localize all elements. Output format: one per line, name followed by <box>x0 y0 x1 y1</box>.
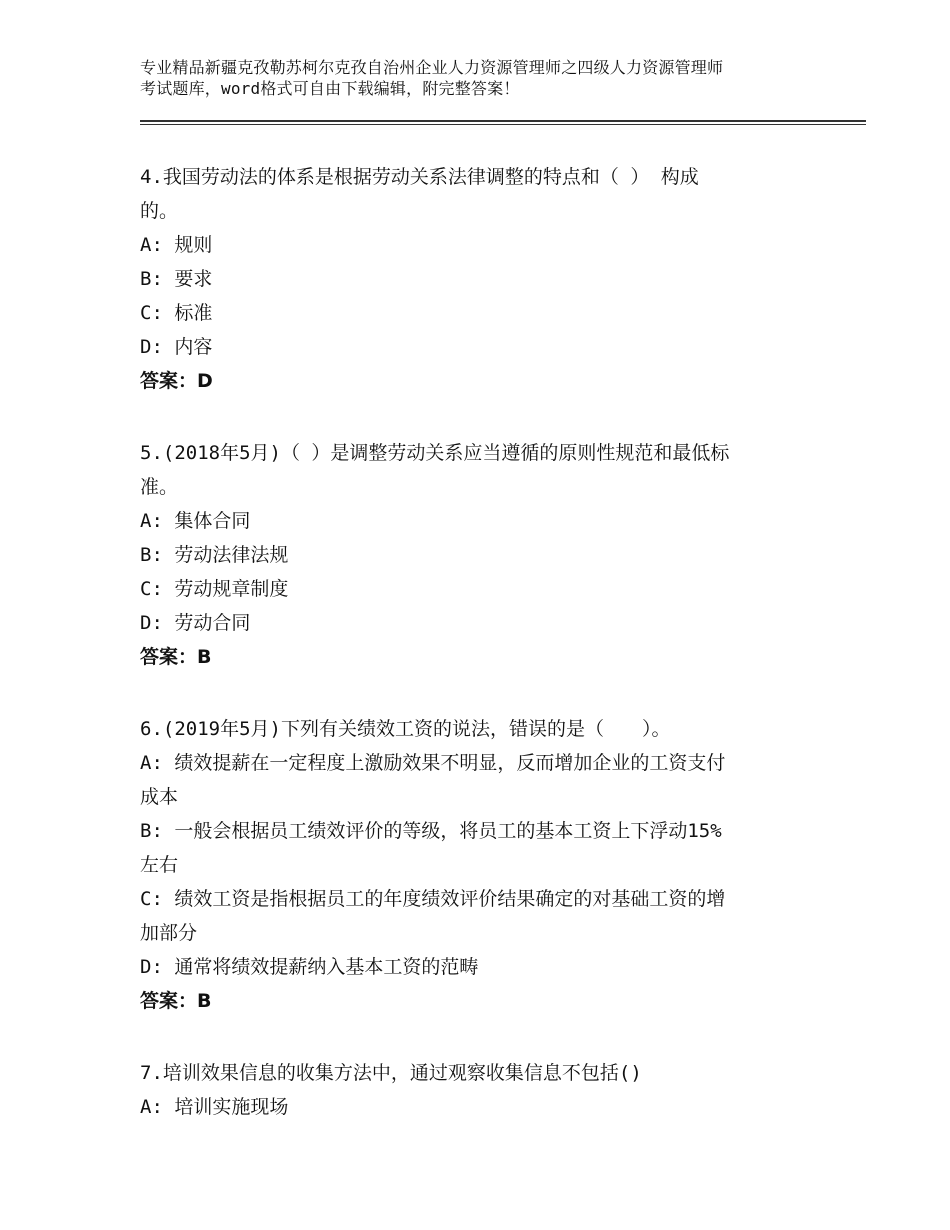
question-list <box>140 160 820 1124</box>
answer: 答案：B <box>140 646 212 668</box>
option-b: B: 一般会根据员工绩效评价的等级，将员工的基本工资上下浮动15% <box>140 820 722 842</box>
option-d: D: 劳动合同 <box>140 612 251 634</box>
question-stem-continued: 的。 <box>140 200 179 222</box>
option-c-continued: 加部分 <box>140 922 198 944</box>
question-4 <box>140 160 820 398</box>
option-a: A: 集体合同 <box>140 510 251 532</box>
answer: 答案：D <box>140 370 213 392</box>
question-stem: 7.培训效果信息的收集方法中，通过观察收集信息不包括() <box>140 1062 642 1084</box>
option-a: A: 规则 <box>140 234 213 256</box>
header-title-line-2: 考试题库，word格式可自由下载编辑，附完整答案！ <box>140 79 520 98</box>
question-stem: 5.(2018年5月)（ ）是调整劳动关系应当遵循的原则性规范和最低标 <box>140 442 730 464</box>
option-d: D: 内容 <box>140 336 213 358</box>
header-divider-thin <box>140 124 866 125</box>
question-6 <box>140 712 820 1018</box>
option-b-continued: 左右 <box>140 854 179 876</box>
option-a: A: 绩效提薪在一定程度上激励效果不明显，反而增加企业的工资支付 <box>140 752 726 774</box>
document-header <box>140 57 830 99</box>
option-b: B: 要求 <box>140 268 213 290</box>
question-7 <box>140 1056 820 1124</box>
question-stem: 6.(2019年5月)下列有关绩效工资的说法，错误的是（ ）。 <box>140 718 671 740</box>
header-divider-thick <box>140 120 866 122</box>
option-d: D: 通常将绩效提薪纳入基本工资的范畴 <box>140 956 479 978</box>
option-c: C: 绩效工资是指根据员工的年度绩效评价结果确定的对基础工资的增 <box>140 888 726 910</box>
question-5 <box>140 436 820 674</box>
option-a-continued: 成本 <box>140 786 179 808</box>
question-stem-continued: 准。 <box>140 476 179 498</box>
header-title-line-1: 专业精品新疆克孜勒苏柯尔克孜自治州企业人力资源管理师之四级人力资源管理师 <box>140 58 724 77</box>
question-stem: 4.我国劳动法的体系是根据劳动关系法律调整的特点和（ ） 构成 <box>140 166 699 188</box>
answer: 答案：B <box>140 990 212 1012</box>
option-b: B: 劳动法律法规 <box>140 544 289 566</box>
option-a: A: 培训实施现场 <box>140 1096 289 1118</box>
option-c: C: 劳动规章制度 <box>140 578 289 600</box>
option-c: C: 标准 <box>140 302 213 324</box>
